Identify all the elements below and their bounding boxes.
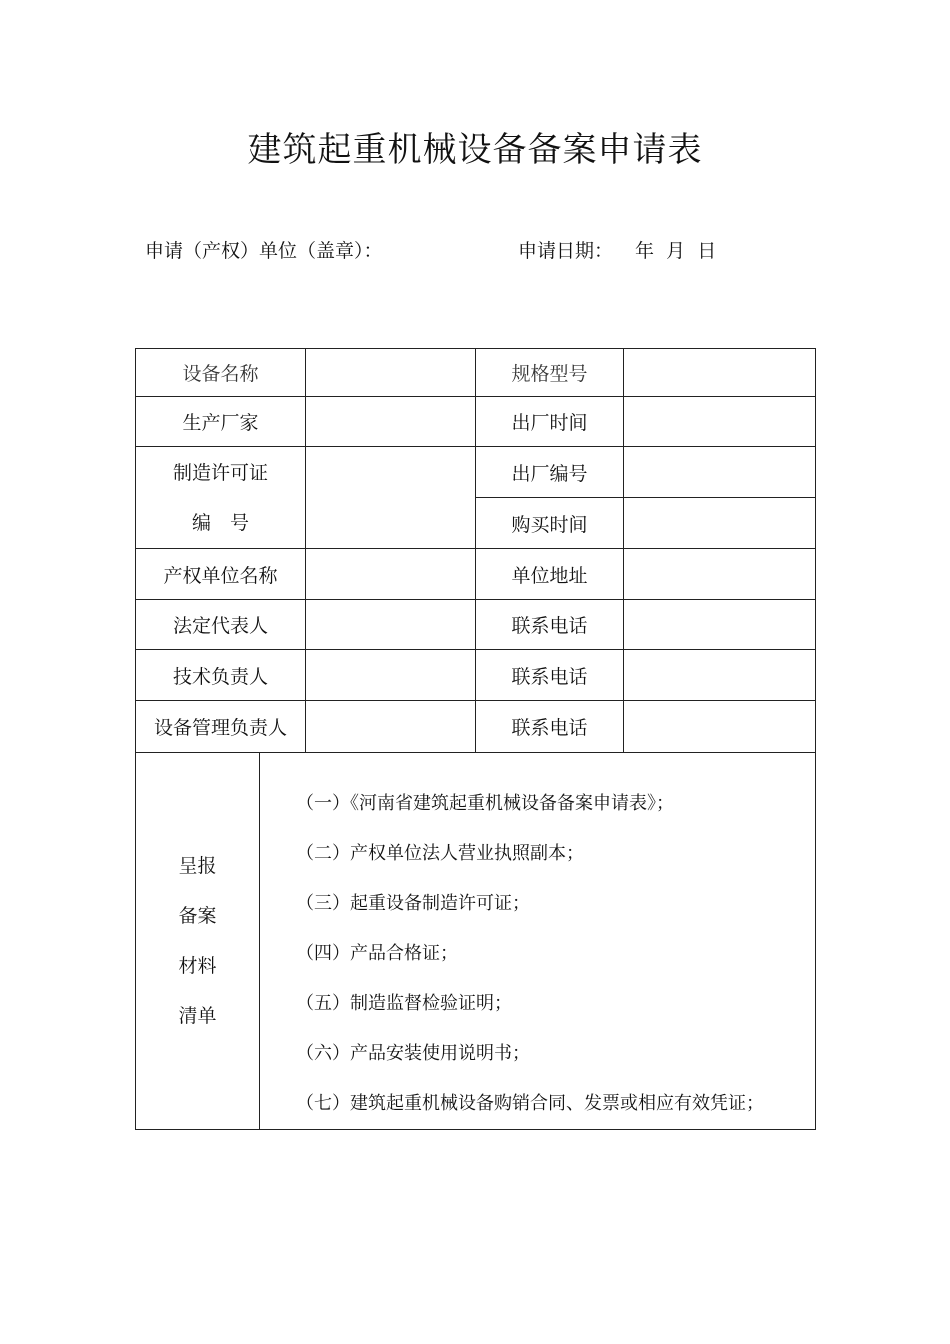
tech-lead-label: 技术负责人 xyxy=(136,650,306,701)
row-legal-rep xyxy=(136,600,816,650)
application-date xyxy=(518,236,716,263)
registration-form-table xyxy=(135,348,816,1130)
materials-label xyxy=(136,753,260,1130)
materials-label-line: 清单 xyxy=(178,1005,217,1027)
row-equipment-name xyxy=(136,349,816,397)
factory-date-label: 出厂时间 xyxy=(476,397,624,447)
equipment-manager-phone-field[interactable] xyxy=(624,701,816,753)
row-owner-unit xyxy=(136,549,816,600)
legal-rep-field[interactable] xyxy=(306,600,476,650)
purchase-date-label: 购买时间 xyxy=(476,498,624,549)
equipment-manager-label: 设备管理负责人 xyxy=(136,701,306,753)
manufacturing-license-field[interactable] xyxy=(306,447,476,549)
row-equipment-manager xyxy=(136,701,816,753)
material-item: （四）产品合格证； xyxy=(296,943,458,964)
material-item: （三）起重设备制造许可证； xyxy=(296,893,530,914)
manufacturing-license-label xyxy=(136,447,306,549)
material-item: （六）产品安装使用说明书； xyxy=(296,1043,530,1064)
material-item: （五）制造监督检验证明； xyxy=(296,993,512,1014)
equipment-manager-field[interactable] xyxy=(306,701,476,753)
license-label-line2: 编 号 xyxy=(192,511,250,534)
row-manufacturer xyxy=(136,397,816,447)
factory-number-label: 出厂编号 xyxy=(476,447,624,498)
materials-label-line: 备案 xyxy=(178,905,217,927)
row-materials xyxy=(136,753,816,1130)
model-spec-label: 规格型号 xyxy=(476,349,624,397)
year-label: 年 xyxy=(635,240,655,262)
legal-rep-label: 法定代表人 xyxy=(136,600,306,650)
owner-unit-field[interactable] xyxy=(306,549,476,600)
material-item: （二）产权单位法人营业执照副本； xyxy=(296,843,584,864)
manufacturer-field[interactable] xyxy=(306,397,476,447)
materials-label-line: 材料 xyxy=(178,955,217,977)
equipment-name-field[interactable] xyxy=(306,349,476,397)
model-spec-field[interactable] xyxy=(624,349,816,397)
legal-rep-phone-label: 联系电话 xyxy=(476,600,624,650)
material-item: （一）《河南省建筑起重机械设备备案申请表》； xyxy=(296,793,674,814)
date-label: 申请日期： xyxy=(518,240,614,262)
materials-list xyxy=(260,753,816,1130)
tech-lead-phone-field[interactable] xyxy=(624,650,816,701)
factory-date-field[interactable] xyxy=(624,397,816,447)
owner-unit-label: 产权单位名称 xyxy=(136,549,306,600)
factory-number-field[interactable] xyxy=(624,447,816,498)
purchase-date-field[interactable] xyxy=(624,498,816,549)
equipment-manager-phone-label: 联系电话 xyxy=(476,701,624,753)
month-label: 月 xyxy=(666,240,686,262)
tech-lead-phone-label: 联系电话 xyxy=(476,650,624,701)
tech-lead-field[interactable] xyxy=(306,650,476,701)
license-label-line1: 制造许可证 xyxy=(173,461,269,484)
material-item: （七）建筑起重机械设备购销合同、发票或相应有效凭证； xyxy=(296,1093,764,1114)
row-tech-lead xyxy=(136,650,816,701)
day-label: 日 xyxy=(697,240,717,262)
legal-rep-phone-field[interactable] xyxy=(624,600,816,650)
form-title: 建筑起重机械设备备案申请表 xyxy=(247,130,703,170)
materials-label-line: 呈报 xyxy=(178,855,217,877)
unit-address-label: 单位地址 xyxy=(476,549,624,600)
equipment-name-label: 设备名称 xyxy=(136,349,306,397)
manufacturer-label: 生产厂家 xyxy=(136,397,306,447)
row-license-a xyxy=(136,447,816,498)
applicant-label: 申请（产权）单位（盖章）： xyxy=(145,240,383,262)
unit-address-field[interactable] xyxy=(624,549,816,600)
